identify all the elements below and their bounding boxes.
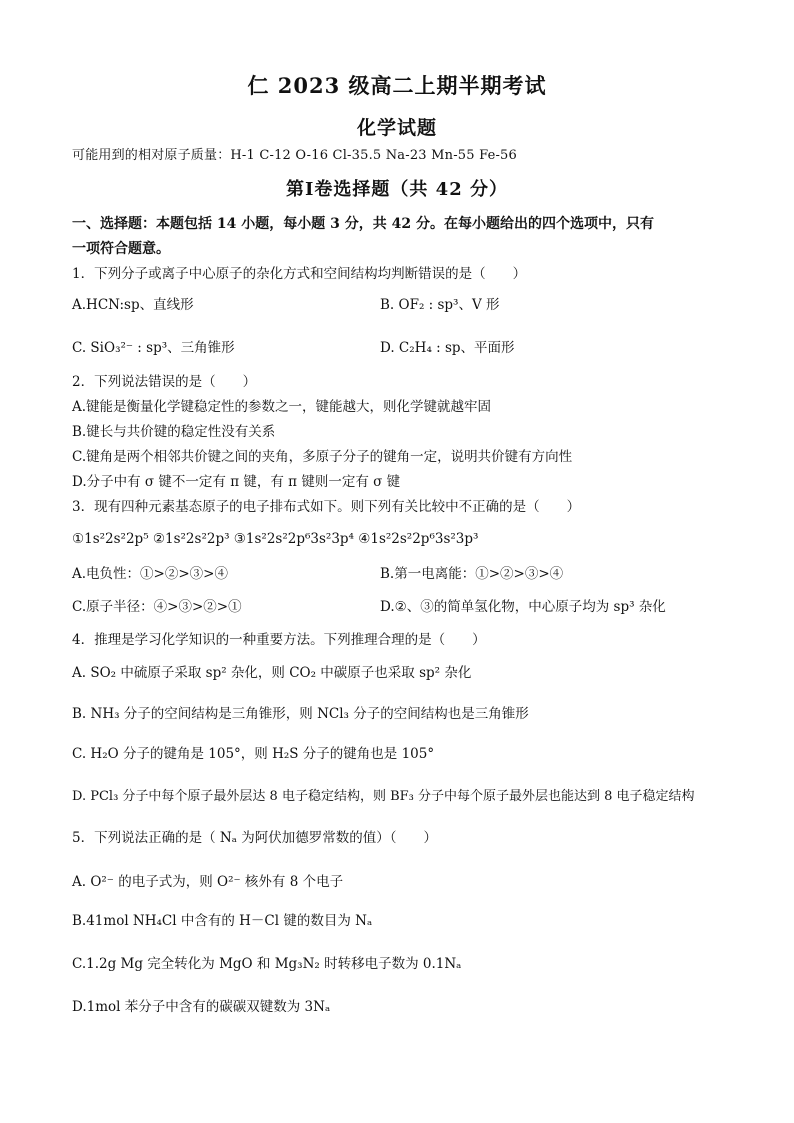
question-4-option-d: D. PCl₃ 分子中每个原子最外层达 8 电子稳定结构，则 BF₃ 分子中每个原子最外层也能达到 8 电子稳定结构 bbox=[72, 789, 695, 804]
question-3-option-a: A.电负性：①>②>③>④ bbox=[72, 566, 228, 582]
question-4-option-c: C. H₂O 分子的键角是 105°，则 H₂S 分子的键角也是 105° bbox=[72, 746, 435, 762]
exam-subtitle: 化学试题 bbox=[356, 117, 437, 139]
question-2-option-b: B.键长与共价键的稳定性没有关系 bbox=[72, 424, 276, 440]
question-2-option-d: D.分子中有 σ 键不一定有 π 键，有 π 键则一定有 σ 键 bbox=[72, 474, 401, 490]
question-2-option-a: A.键能是衡量化学键稳定性的参数之一，键能越大，则化学键就越牢固 bbox=[72, 399, 492, 415]
question-3-option-d: D.②、③的简单氢化物，中心原子均为 sp³ 杂化 bbox=[380, 599, 666, 615]
question-5-option-d: D.1mol 苯分子中含有的碳碳双键数为 3Nₐ bbox=[72, 999, 331, 1015]
question-5-stem: 5．下列说法正确的是（ Nₐ 为阿伏加德罗常数的值）（ ） bbox=[72, 830, 437, 846]
question-2-option-c: C.键角是两个相邻共价键之间的夹角，多原子分子的键角一定，说明共价键有方向性 bbox=[72, 449, 573, 465]
section-title: 第Ⅰ卷选择题（共 42 分） bbox=[285, 179, 508, 200]
question-4-option-b: B. NH₃ 分子的空间结构是三角锥形，则 NCl₃ 分子的空间结构也是三角锥形 bbox=[72, 706, 529, 722]
question-3-option-c: C.原子半径：④>③>②>① bbox=[72, 599, 242, 615]
question-1-option-b: B. OF₂ : sp³、V 形 bbox=[380, 297, 500, 313]
question-2-stem: 2．下列说法错误的是（ ） bbox=[72, 374, 257, 390]
question-3-configurations: ①1s²2s²2p⁵ ②1s²2s²2p³ ③1s²2s²2p⁶3s²3p⁴ ④1s²2s²2p⁶3s²3p³ bbox=[72, 531, 479, 547]
question-4-stem: 4．推理是学习化学知识的一种重要方法。下列推理合理的是（ ） bbox=[72, 632, 486, 648]
question-1-option-d: D. C₂H₄ : sp、平面形 bbox=[380, 340, 515, 356]
question-1-option-c: C. SiO₃²⁻ : sp³、三角锥形 bbox=[72, 340, 235, 356]
question-3-stem: 3．现有四种元素基态原子的电子排布式如下。则下列有关比较中不正确的是（ ） bbox=[72, 499, 581, 515]
atomic-masses-line: 可能用到的相对原子质量：H-1 C-12 O-16 Cl-35.5 Na-23 Mn-55 Fe-56 bbox=[72, 148, 518, 163]
question-4-option-a: A. SO₂ 中硫原子采取 sp² 杂化，则 CO₂ 中碳原子也采取 sp² 杂化 bbox=[72, 665, 472, 681]
question-5-option-b: B.41mol NH₄Cl 中含有的 H－Cl 键的数目为 Nₐ bbox=[72, 913, 373, 929]
question-5-option-c: C.1.2g Mg 完全转化为 MgO 和 Mg₃N₂ 时转移电子数为 0.1Nₐ bbox=[72, 956, 462, 972]
question-5-option-a: A. O²⁻ 的电子式为，则 O²⁻ 核外有 8 个电子 bbox=[72, 874, 344, 890]
section-instructions-line2: 一项符合题意。 bbox=[72, 241, 170, 257]
question-3-option-b: B.第一电离能：①>②>③>④ bbox=[380, 566, 564, 582]
section-instructions-line1: 一、选择题：本题包括 14 小题，每小题 3 分，共 42 分。在每小题给出的四个选项中，只有 bbox=[72, 216, 654, 232]
question-1-option-a: A.HCN:sp、直线形 bbox=[72, 297, 194, 313]
question-1-stem: 1．下列分子或离子中心原子的杂化方式和空间结构均判断错误的是（ ） bbox=[72, 266, 527, 282]
exam-title: 仁 2023 级高二上期半期考试 bbox=[247, 73, 547, 98]
